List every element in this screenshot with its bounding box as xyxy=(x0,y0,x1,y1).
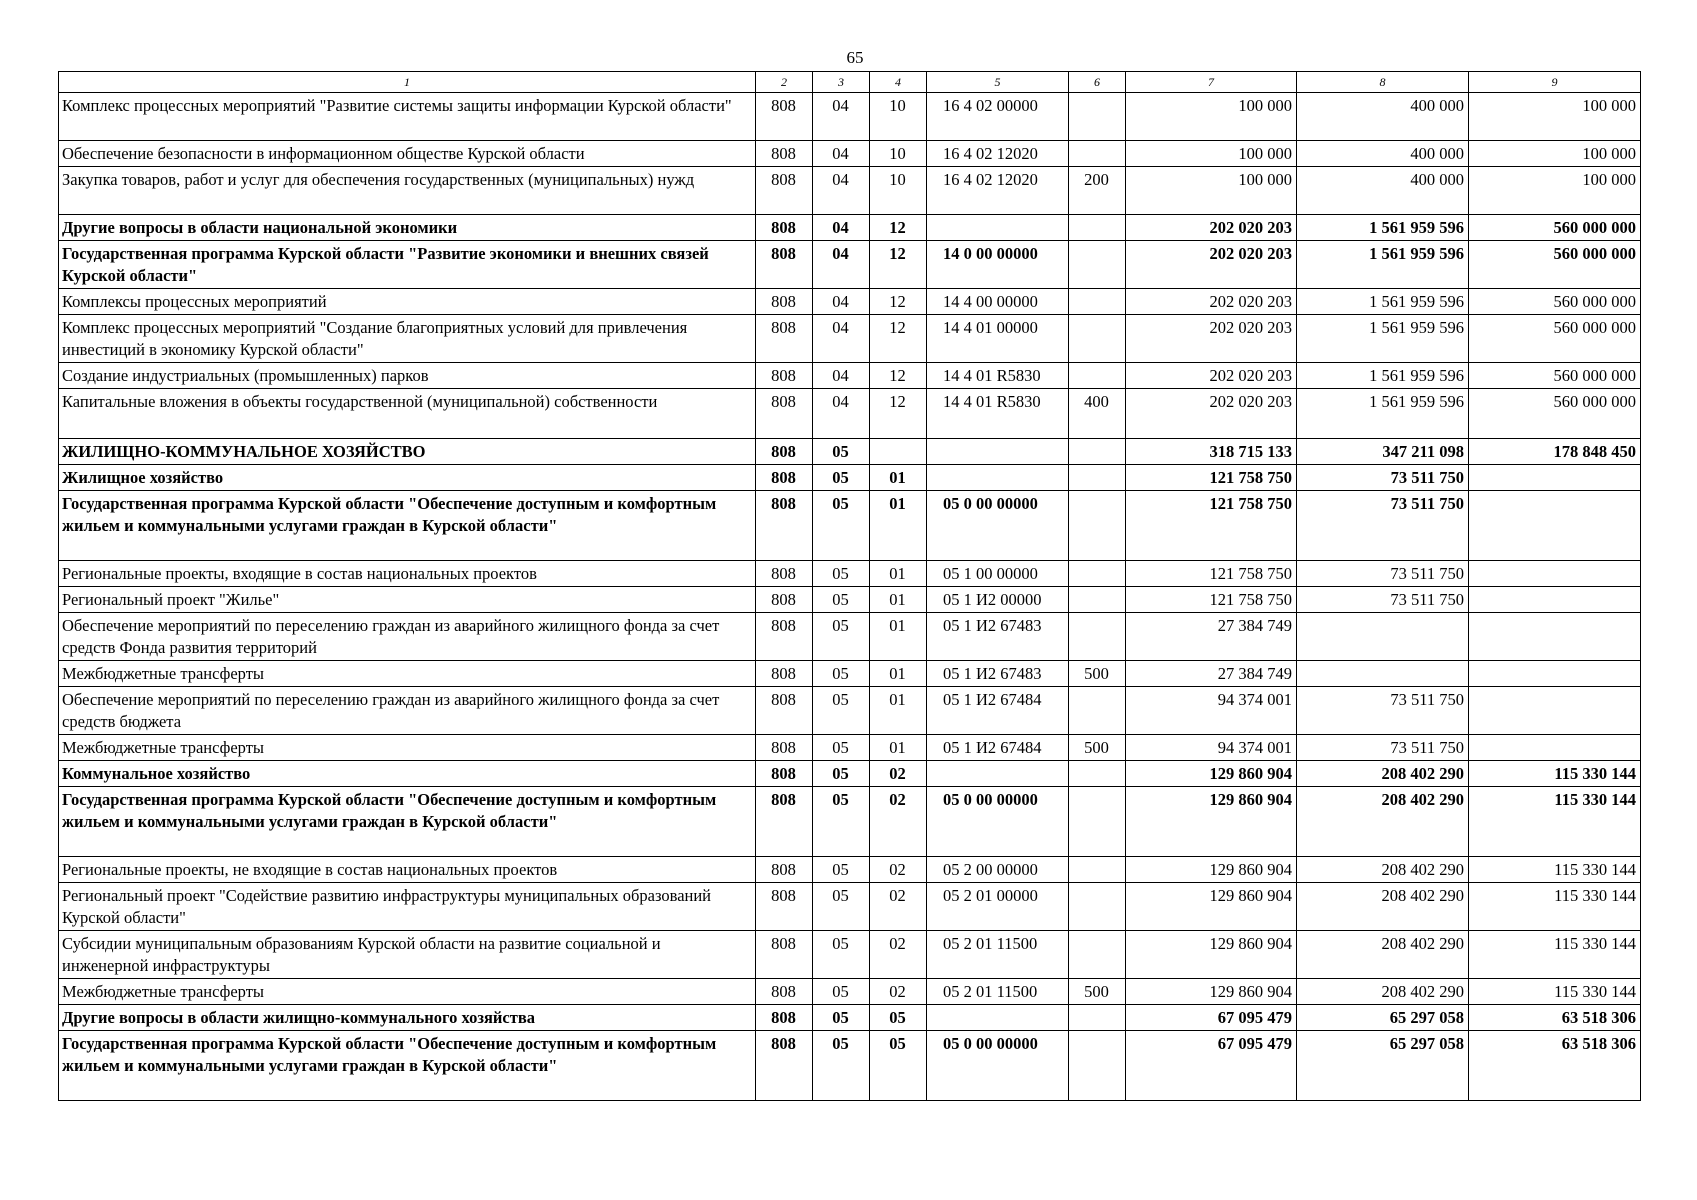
cell-col-8: 73 511 750 xyxy=(1297,561,1469,587)
cell-col-4: 01 xyxy=(870,465,927,491)
cell-name: Региональный проект "Жилье" xyxy=(59,587,756,613)
cell-col-3: 04 xyxy=(813,315,870,363)
cell-name: Региональный проект "Содействие развитию инфраструктуры муниципальных образований Курской области" xyxy=(59,883,756,931)
cell-name: Другие вопросы в области национальной экономики xyxy=(59,215,756,241)
cell-col-3: 05 xyxy=(813,931,870,979)
cell-col-5: 05 2 01 11500 xyxy=(927,979,1069,1005)
cell-col-9: 560 000 000 xyxy=(1469,241,1641,289)
cell-col-2: 808 xyxy=(756,587,813,613)
cell-col-9: 115 330 144 xyxy=(1469,931,1641,979)
header-col-4: 4 xyxy=(870,72,927,93)
cell-col-6 xyxy=(1069,883,1126,931)
cell-col-2: 808 xyxy=(756,241,813,289)
cell-col-8: 347 211 098 xyxy=(1297,439,1469,465)
cell-name: Комплекс процессных мероприятий "Развитие системы защиты информации Курской области" xyxy=(59,93,756,141)
cell-col-2: 808 xyxy=(756,661,813,687)
table-row xyxy=(59,315,1641,363)
cell-col-7: 67 095 479 xyxy=(1126,1005,1297,1031)
cell-col-7: 100 000 xyxy=(1126,167,1297,215)
cell-col-8: 73 511 750 xyxy=(1297,587,1469,613)
cell-name: Государственная программа Курской области "Развитие экономики и внешних связей Курской области" xyxy=(59,241,756,289)
cell-col-3: 05 xyxy=(813,465,870,491)
cell-col-9: 63 518 306 xyxy=(1469,1031,1641,1101)
cell-col-7: 202 020 203 xyxy=(1126,315,1297,363)
cell-col-8: 1 561 959 596 xyxy=(1297,363,1469,389)
cell-col-5: 05 1 И2 00000 xyxy=(927,587,1069,613)
cell-col-9: 115 330 144 xyxy=(1469,883,1641,931)
cell-col-5: 05 1 И2 67483 xyxy=(927,661,1069,687)
cell-col-9 xyxy=(1469,687,1641,735)
cell-col-9 xyxy=(1469,613,1641,661)
cell-name: Государственная программа Курской области "Обеспечение доступным и комфортным жильем и коммунальными услугами граждан в Курской области" xyxy=(59,787,756,857)
cell-col-6: 400 xyxy=(1069,389,1126,439)
cell-col-2: 808 xyxy=(756,761,813,787)
cell-col-5: 16 4 02 12020 xyxy=(927,167,1069,215)
cell-col-2: 808 xyxy=(756,491,813,561)
cell-col-6 xyxy=(1069,857,1126,883)
cell-col-5: 05 1 И2 67483 xyxy=(927,613,1069,661)
cell-col-6 xyxy=(1069,787,1126,857)
cell-col-2: 808 xyxy=(756,363,813,389)
cell-col-3: 05 xyxy=(813,735,870,761)
cell-col-5: 16 4 02 12020 xyxy=(927,141,1069,167)
table-row xyxy=(59,661,1641,687)
cell-col-9 xyxy=(1469,587,1641,613)
cell-col-3: 05 xyxy=(813,587,870,613)
cell-col-9: 560 000 000 xyxy=(1469,363,1641,389)
table-row xyxy=(59,167,1641,215)
cell-col-8: 208 402 290 xyxy=(1297,857,1469,883)
cell-col-3: 04 xyxy=(813,363,870,389)
cell-col-2: 808 xyxy=(756,787,813,857)
cell-col-4: 10 xyxy=(870,93,927,141)
cell-col-3: 04 xyxy=(813,241,870,289)
cell-col-4: 12 xyxy=(870,389,927,439)
table-row xyxy=(59,979,1641,1005)
table-row xyxy=(59,491,1641,561)
cell-col-4: 02 xyxy=(870,979,927,1005)
cell-col-2: 808 xyxy=(756,141,813,167)
cell-col-2: 808 xyxy=(756,1031,813,1101)
cell-col-4: 05 xyxy=(870,1005,927,1031)
cell-col-8: 400 000 xyxy=(1297,93,1469,141)
cell-col-7: 67 095 479 xyxy=(1126,1031,1297,1101)
table-row xyxy=(59,465,1641,491)
table-row xyxy=(59,613,1641,661)
cell-col-9 xyxy=(1469,465,1641,491)
cell-col-5: 05 0 00 00000 xyxy=(927,491,1069,561)
cell-col-6 xyxy=(1069,289,1126,315)
table-row xyxy=(59,587,1641,613)
cell-col-8: 73 511 750 xyxy=(1297,465,1469,491)
cell-col-7: 202 020 203 xyxy=(1126,215,1297,241)
cell-name: Межбюджетные трансферты xyxy=(59,661,756,687)
cell-col-9: 560 000 000 xyxy=(1469,215,1641,241)
cell-col-7: 129 860 904 xyxy=(1126,761,1297,787)
cell-col-2: 808 xyxy=(756,561,813,587)
cell-name: Межбюджетные трансферты xyxy=(59,735,756,761)
header-col-6: 6 xyxy=(1069,72,1126,93)
cell-col-9: 115 330 144 xyxy=(1469,761,1641,787)
cell-col-8: 208 402 290 xyxy=(1297,931,1469,979)
table-row xyxy=(59,931,1641,979)
cell-col-2: 808 xyxy=(756,215,813,241)
table-row xyxy=(59,787,1641,857)
cell-name: Комплексы процессных мероприятий xyxy=(59,289,756,315)
cell-col-5: 14 4 00 00000 xyxy=(927,289,1069,315)
cell-name: Коммунальное хозяйство xyxy=(59,761,756,787)
cell-col-8: 73 511 750 xyxy=(1297,735,1469,761)
cell-col-6 xyxy=(1069,761,1126,787)
table-row xyxy=(59,883,1641,931)
cell-col-2: 808 xyxy=(756,289,813,315)
cell-col-7: 121 758 750 xyxy=(1126,491,1297,561)
header-col-8: 8 xyxy=(1297,72,1469,93)
cell-col-8: 208 402 290 xyxy=(1297,787,1469,857)
cell-col-2: 808 xyxy=(756,883,813,931)
cell-col-5: 05 1 И2 67484 xyxy=(927,687,1069,735)
cell-col-5: 05 2 01 11500 xyxy=(927,931,1069,979)
cell-col-9 xyxy=(1469,661,1641,687)
cell-col-9: 115 330 144 xyxy=(1469,979,1641,1005)
cell-col-7: 100 000 xyxy=(1126,93,1297,141)
cell-name: ЖИЛИЩНО-КОММУНАЛЬНОЕ ХОЗЯЙСТВО xyxy=(59,439,756,465)
cell-col-6 xyxy=(1069,561,1126,587)
cell-col-2: 808 xyxy=(756,735,813,761)
cell-col-4 xyxy=(870,439,927,465)
cell-col-3: 04 xyxy=(813,93,870,141)
cell-col-4: 01 xyxy=(870,491,927,561)
cell-col-8: 400 000 xyxy=(1297,167,1469,215)
header-col-1: 1 xyxy=(59,72,756,93)
cell-col-5 xyxy=(927,1005,1069,1031)
cell-col-3: 04 xyxy=(813,141,870,167)
cell-col-7: 27 384 749 xyxy=(1126,661,1297,687)
cell-name: Создание индустриальных (промышленных) парков xyxy=(59,363,756,389)
cell-col-2: 808 xyxy=(756,1005,813,1031)
cell-col-9: 178 848 450 xyxy=(1469,439,1641,465)
cell-name: Капитальные вложения в объекты государственной (муниципальной) собственности xyxy=(59,389,756,439)
table-header-row xyxy=(59,72,1641,93)
cell-name: Региональные проекты, входящие в состав национальных проектов xyxy=(59,561,756,587)
cell-col-5 xyxy=(927,439,1069,465)
cell-col-7: 129 860 904 xyxy=(1126,883,1297,931)
table-row xyxy=(59,687,1641,735)
cell-col-4: 01 xyxy=(870,561,927,587)
cell-col-5: 14 4 01 00000 xyxy=(927,315,1069,363)
cell-name: Жилищное хозяйство xyxy=(59,465,756,491)
cell-col-9: 560 000 000 xyxy=(1469,315,1641,363)
cell-col-5: 05 0 00 00000 xyxy=(927,787,1069,857)
cell-col-4: 05 xyxy=(870,1031,927,1101)
cell-col-3: 04 xyxy=(813,289,870,315)
cell-col-5: 14 4 01 R5830 xyxy=(927,363,1069,389)
table-row xyxy=(59,141,1641,167)
cell-col-8: 1 561 959 596 xyxy=(1297,215,1469,241)
cell-col-7: 100 000 xyxy=(1126,141,1297,167)
cell-col-6: 500 xyxy=(1069,661,1126,687)
cell-col-5 xyxy=(927,215,1069,241)
cell-col-5: 05 1 00 00000 xyxy=(927,561,1069,587)
table-row xyxy=(59,1005,1641,1031)
cell-col-3: 05 xyxy=(813,1031,870,1101)
cell-col-5: 05 0 00 00000 xyxy=(927,1031,1069,1101)
cell-col-7: 129 860 904 xyxy=(1126,787,1297,857)
cell-name: Обеспечение мероприятий по переселению граждан из аварийного жилищного фонда за счет средств бюджета xyxy=(59,687,756,735)
table-row xyxy=(59,93,1641,141)
cell-col-2: 808 xyxy=(756,167,813,215)
cell-col-6 xyxy=(1069,363,1126,389)
cell-col-9: 100 000 xyxy=(1469,167,1641,215)
cell-col-2: 808 xyxy=(756,687,813,735)
cell-col-3: 05 xyxy=(813,661,870,687)
cell-col-2: 808 xyxy=(756,857,813,883)
cell-col-2: 808 xyxy=(756,93,813,141)
cell-col-6 xyxy=(1069,315,1126,363)
cell-col-7: 94 374 001 xyxy=(1126,687,1297,735)
cell-name: Государственная программа Курской области "Обеспечение доступным и комфортным жильем и коммунальными услугами граждан в Курской области" xyxy=(59,1031,756,1101)
cell-col-3: 05 xyxy=(813,687,870,735)
cell-col-6 xyxy=(1069,1005,1126,1031)
cell-col-2: 808 xyxy=(756,389,813,439)
cell-col-4: 12 xyxy=(870,215,927,241)
cell-col-6 xyxy=(1069,141,1126,167)
cell-col-7: 129 860 904 xyxy=(1126,931,1297,979)
cell-col-3: 04 xyxy=(813,215,870,241)
cell-col-2: 808 xyxy=(756,315,813,363)
cell-col-5: 05 1 И2 67484 xyxy=(927,735,1069,761)
cell-col-8: 1 561 959 596 xyxy=(1297,389,1469,439)
cell-col-4: 12 xyxy=(870,363,927,389)
cell-col-5: 05 2 00 00000 xyxy=(927,857,1069,883)
cell-col-8: 65 297 058 xyxy=(1297,1031,1469,1101)
page-number: 65 xyxy=(846,48,864,67)
cell-col-2: 808 xyxy=(756,613,813,661)
cell-col-4: 02 xyxy=(870,857,927,883)
cell-col-7: 121 758 750 xyxy=(1126,465,1297,491)
cell-col-2: 808 xyxy=(756,439,813,465)
cell-col-4: 01 xyxy=(870,613,927,661)
table-row xyxy=(59,363,1641,389)
cell-col-4: 01 xyxy=(870,661,927,687)
cell-col-4: 10 xyxy=(870,167,927,215)
cell-col-9: 100 000 xyxy=(1469,141,1641,167)
cell-col-7: 27 384 749 xyxy=(1126,613,1297,661)
cell-col-7: 202 020 203 xyxy=(1126,289,1297,315)
cell-col-6: 200 xyxy=(1069,167,1126,215)
cell-col-4: 02 xyxy=(870,787,927,857)
cell-col-8: 73 511 750 xyxy=(1297,491,1469,561)
cell-col-8: 400 000 xyxy=(1297,141,1469,167)
cell-col-6 xyxy=(1069,587,1126,613)
cell-name: Государственная программа Курской области "Обеспечение доступным и комфортным жильем и коммунальными услугами граждан в Курской области" xyxy=(59,491,756,561)
cell-col-6 xyxy=(1069,1031,1126,1101)
cell-name: Региональные проекты, не входящие в состав национальных проектов xyxy=(59,857,756,883)
cell-col-5 xyxy=(927,465,1069,491)
table-row xyxy=(59,439,1641,465)
cell-col-3: 04 xyxy=(813,389,870,439)
cell-name: Закупка товаров, работ и услуг для обеспечения государственных (муниципальных) нужд xyxy=(59,167,756,215)
cell-col-3: 04 xyxy=(813,167,870,215)
cell-col-6 xyxy=(1069,687,1126,735)
table-row xyxy=(59,215,1641,241)
cell-col-8: 1 561 959 596 xyxy=(1297,289,1469,315)
cell-col-8: 208 402 290 xyxy=(1297,761,1469,787)
header-col-2: 2 xyxy=(756,72,813,93)
cell-col-6 xyxy=(1069,439,1126,465)
cell-col-7: 202 020 203 xyxy=(1126,389,1297,439)
table-row xyxy=(59,561,1641,587)
cell-col-9: 560 000 000 xyxy=(1469,389,1641,439)
cell-col-8: 208 402 290 xyxy=(1297,883,1469,931)
cell-col-5: 05 2 01 00000 xyxy=(927,883,1069,931)
cell-col-7: 318 715 133 xyxy=(1126,439,1297,465)
header-col-7: 7 xyxy=(1126,72,1297,93)
cell-col-6: 500 xyxy=(1069,979,1126,1005)
cell-col-7: 202 020 203 xyxy=(1126,241,1297,289)
cell-col-9: 560 000 000 xyxy=(1469,289,1641,315)
cell-col-7: 202 020 203 xyxy=(1126,363,1297,389)
cell-col-4: 01 xyxy=(870,735,927,761)
cell-col-3: 05 xyxy=(813,439,870,465)
cell-col-5 xyxy=(927,761,1069,787)
cell-col-3: 05 xyxy=(813,1005,870,1031)
cell-name: Межбюджетные трансферты xyxy=(59,979,756,1005)
cell-col-7: 121 758 750 xyxy=(1126,561,1297,587)
cell-col-8 xyxy=(1297,661,1469,687)
cell-col-3: 05 xyxy=(813,883,870,931)
cell-col-8: 1 561 959 596 xyxy=(1297,315,1469,363)
cell-col-6 xyxy=(1069,215,1126,241)
cell-col-3: 05 xyxy=(813,787,870,857)
cell-name: Субсидии муниципальным образованиям Курской области на развитие социальной и инженерной инфраструктуры xyxy=(59,931,756,979)
cell-col-2: 808 xyxy=(756,465,813,491)
cell-col-6 xyxy=(1069,613,1126,661)
cell-col-5: 14 0 00 00000 xyxy=(927,241,1069,289)
cell-col-4: 01 xyxy=(870,587,927,613)
cell-name: Другие вопросы в области жилищно-коммунального хозяйства xyxy=(59,1005,756,1031)
cell-col-4: 02 xyxy=(870,883,927,931)
cell-col-4: 02 xyxy=(870,931,927,979)
table-row xyxy=(59,761,1641,787)
cell-col-6 xyxy=(1069,93,1126,141)
cell-col-3: 05 xyxy=(813,491,870,561)
cell-col-6 xyxy=(1069,241,1126,289)
cell-col-3: 05 xyxy=(813,561,870,587)
cell-col-7: 129 860 904 xyxy=(1126,979,1297,1005)
header-col-3: 3 xyxy=(813,72,870,93)
cell-col-4: 01 xyxy=(870,687,927,735)
cell-col-4: 12 xyxy=(870,241,927,289)
cell-col-2: 808 xyxy=(756,979,813,1005)
cell-col-6 xyxy=(1069,491,1126,561)
cell-col-4: 02 xyxy=(870,761,927,787)
table-row xyxy=(59,289,1641,315)
cell-col-6 xyxy=(1069,465,1126,491)
table-row xyxy=(59,389,1641,439)
cell-col-8: 208 402 290 xyxy=(1297,979,1469,1005)
cell-name: Обеспечение безопасности в информационном обществе Курской области xyxy=(59,141,756,167)
cell-col-8: 65 297 058 xyxy=(1297,1005,1469,1031)
cell-col-9: 115 330 144 xyxy=(1469,857,1641,883)
cell-col-3: 05 xyxy=(813,857,870,883)
cell-col-6 xyxy=(1069,931,1126,979)
cell-col-9 xyxy=(1469,735,1641,761)
cell-col-8: 73 511 750 xyxy=(1297,687,1469,735)
cell-col-7: 129 860 904 xyxy=(1126,857,1297,883)
header-col-9: 9 xyxy=(1469,72,1641,93)
cell-col-8 xyxy=(1297,613,1469,661)
cell-col-9: 100 000 xyxy=(1469,93,1641,141)
table-row xyxy=(59,1031,1641,1101)
cell-col-9 xyxy=(1469,491,1641,561)
cell-col-9 xyxy=(1469,561,1641,587)
cell-col-3: 05 xyxy=(813,979,870,1005)
cell-col-9: 63 518 306 xyxy=(1469,1005,1641,1031)
cell-col-8: 1 561 959 596 xyxy=(1297,241,1469,289)
cell-col-3: 05 xyxy=(813,761,870,787)
cell-col-2: 808 xyxy=(756,931,813,979)
cell-col-5: 14 4 01 R5830 xyxy=(927,389,1069,439)
cell-name: Комплекс процессных мероприятий "Создание благоприятных условий для привлечения инвестиций в экономику Курской области" xyxy=(59,315,756,363)
cell-col-5: 16 4 02 00000 xyxy=(927,93,1069,141)
cell-col-9: 115 330 144 xyxy=(1469,787,1641,857)
cell-col-4: 12 xyxy=(870,315,927,363)
cell-col-6: 500 xyxy=(1069,735,1126,761)
cell-col-7: 121 758 750 xyxy=(1126,587,1297,613)
cell-col-3: 05 xyxy=(813,613,870,661)
table-row xyxy=(59,241,1641,289)
cell-name: Обеспечение мероприятий по переселению граждан из аварийного жилищного фонда за счет средств Фонда развития территорий xyxy=(59,613,756,661)
cell-col-7: 94 374 001 xyxy=(1126,735,1297,761)
cell-col-4: 10 xyxy=(870,141,927,167)
table-row xyxy=(59,857,1641,883)
cell-col-4: 12 xyxy=(870,289,927,315)
table-row xyxy=(59,735,1641,761)
header-col-5: 5 xyxy=(927,72,1069,93)
budget-table xyxy=(58,71,1641,1101)
